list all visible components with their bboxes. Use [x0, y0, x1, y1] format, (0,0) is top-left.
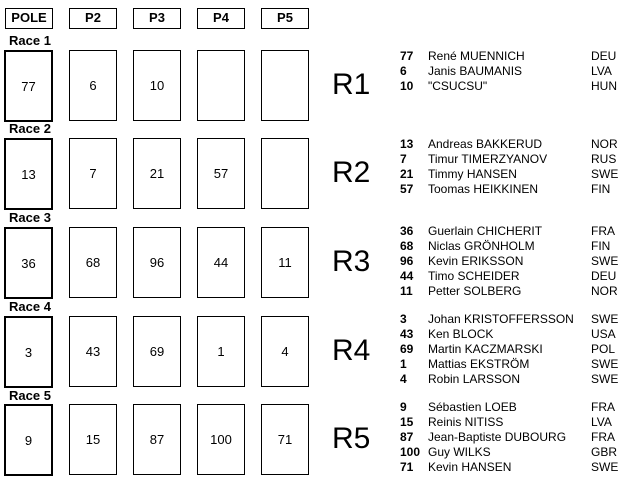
race-2-roster: [400, 137, 620, 197]
race-1-roster: [400, 49, 620, 94]
driver-name: Martin KACZMARSKI: [428, 342, 543, 356]
header-p2: P2: [69, 8, 117, 29]
driver-name: Timo SCHEIDER: [428, 269, 520, 283]
header-p4: P4: [197, 8, 245, 29]
driver-name: Timmy HANSEN: [428, 167, 517, 181]
driver-country: SWE: [591, 312, 619, 326]
driver-country: USA: [591, 327, 616, 341]
roster-entry: [400, 312, 620, 327]
race-3-p5-slot: 11: [261, 227, 309, 298]
roster-entry: [400, 64, 620, 79]
driver-name: Ken BLOCK: [428, 327, 494, 341]
driver-number: 15: [400, 415, 414, 429]
header-p5: P5: [261, 8, 309, 29]
race-4-p2-slot: 43: [69, 316, 117, 387]
driver-name: Reinis NITISS: [428, 415, 504, 429]
driver-number: 9: [400, 400, 407, 414]
roster-entry: [400, 254, 620, 269]
driver-number: 96: [400, 254, 414, 268]
driver-number: 87: [400, 430, 414, 444]
driver-number: 69: [400, 342, 414, 356]
race-2-label: Race 2: [9, 121, 51, 136]
roster-entry: [400, 284, 620, 299]
roster-entry: [400, 342, 620, 357]
race-2-code: R2: [332, 156, 371, 189]
driver-country: RUS: [591, 152, 617, 166]
race-1-p4-slot: [197, 50, 245, 121]
race-2-pole-slot: 13: [4, 138, 53, 210]
driver-number: 10: [400, 79, 414, 93]
header-p3: P3: [133, 8, 181, 29]
race-1-label: Race 1: [9, 33, 51, 48]
driver-country: SWE: [591, 460, 619, 474]
roster-entry: [400, 167, 620, 182]
driver-name: Timur TIMERZYANOV: [428, 152, 548, 166]
roster-entry: [400, 224, 620, 239]
driver-number: 1: [400, 357, 407, 371]
driver-name: Andreas BAKKERUD: [428, 137, 543, 151]
driver-country: SWE: [591, 357, 619, 371]
driver-country: NOR: [591, 284, 618, 298]
roster-entry: [400, 415, 620, 430]
race-2-p3-slot: 21: [133, 138, 181, 209]
driver-name: Guerlain CHICHERIT: [428, 224, 543, 238]
driver-country: GBR: [591, 445, 618, 459]
driver-number: 43: [400, 327, 414, 341]
driver-name: Petter SOLBERG: [428, 284, 522, 298]
race-5-p5-slot: 71: [261, 404, 309, 475]
driver-country: NOR: [591, 137, 618, 151]
roster-entry: [400, 430, 620, 445]
roster-entry: [400, 239, 620, 254]
driver-number: 44: [400, 269, 414, 283]
driver-name: Jean-Baptiste DUBOURG: [428, 430, 567, 444]
race-4-p5-slot: 4: [261, 316, 309, 387]
driver-number: 77: [400, 49, 414, 63]
race-5-label: Race 5: [9, 388, 51, 403]
driver-number: 100: [400, 445, 421, 459]
roster-entry: [400, 357, 620, 372]
race-5-pole-slot: 9: [4, 404, 53, 476]
roster-entry: [400, 182, 620, 197]
race-1-pole-slot: 77: [4, 50, 53, 122]
driver-name: Sébastien LOEB: [428, 400, 517, 414]
driver-number: 21: [400, 167, 414, 181]
roster-entry: [400, 137, 620, 152]
driver-name: René MUENNICH: [428, 49, 525, 63]
race-4-code: R4: [332, 334, 371, 367]
race-3-roster: [400, 224, 620, 299]
driver-country: SWE: [591, 167, 619, 181]
driver-name: Guy WILKS: [428, 445, 491, 459]
race-5-p4-slot: 100: [197, 404, 245, 475]
race-3-p4-slot: 44: [197, 227, 245, 298]
driver-number: 36: [400, 224, 414, 238]
driver-name: Kevin HANSEN: [428, 460, 512, 474]
roster-entry: [400, 79, 620, 94]
race-3-label: Race 3: [9, 210, 51, 225]
driver-country: FIN: [591, 239, 611, 253]
race-4-p3-slot: 69: [133, 316, 181, 387]
driver-name: Kevin ERIKSSON: [428, 254, 524, 268]
driver-country: LVA: [591, 64, 612, 78]
driver-name: Toomas HEIKKINEN: [428, 182, 539, 196]
driver-country: DEU: [591, 49, 617, 63]
driver-name: Niclas GRÖNHOLM: [428, 239, 535, 253]
roster-entry: [400, 269, 620, 284]
driver-country: FRA: [591, 400, 615, 414]
driver-country: POL: [591, 342, 616, 356]
driver-name: Mattias EKSTRÖM: [428, 357, 530, 371]
race-3-p3-slot: 96: [133, 227, 181, 298]
race-3-p2-slot: 68: [69, 227, 117, 298]
driver-number: 71: [400, 460, 414, 474]
race-5-p2-slot: 15: [69, 404, 117, 475]
roster-entry: [400, 49, 620, 64]
race-3-code: R3: [332, 245, 371, 278]
race-3-pole-slot: 36: [4, 227, 53, 299]
roster-entry: [400, 445, 620, 460]
race-4-roster: [400, 312, 620, 387]
race-1-p5-slot: [261, 50, 309, 121]
driver-number: 6: [400, 64, 407, 78]
driver-name: Johan KRISTOFFERSSON: [428, 312, 574, 326]
driver-country: FIN: [591, 182, 611, 196]
race-5-code: R5: [332, 422, 371, 455]
driver-number: 4: [400, 372, 407, 386]
driver-name: Janis BAUMANIS: [428, 64, 523, 78]
race-1-code: R1: [332, 68, 371, 101]
header-pole: POLE: [5, 8, 53, 29]
driver-number: 68: [400, 239, 414, 253]
roster-entry: [400, 460, 620, 475]
roster-entry: [400, 400, 620, 415]
roster-entry: [400, 372, 620, 387]
roster-entry: [400, 152, 620, 167]
driver-country: LVA: [591, 415, 612, 429]
driver-country: DEU: [591, 269, 617, 283]
driver-number: 11: [400, 284, 413, 298]
driver-number: 3: [400, 312, 407, 326]
driver-name: Robin LARSSON: [428, 372, 521, 386]
driver-country: SWE: [591, 372, 619, 386]
race-5-roster: [400, 400, 620, 475]
driver-number: 57: [400, 182, 414, 196]
race-2-p4-slot: 57: [197, 138, 245, 209]
race-1-p3-slot: 10: [133, 50, 181, 121]
race-2-p5-slot: [261, 138, 309, 209]
race-4-pole-slot: 3: [4, 316, 53, 388]
race-4-p4-slot: 1: [197, 316, 245, 387]
race-2-p2-slot: 7: [69, 138, 117, 209]
driver-name: "CSUCSU": [428, 79, 488, 93]
race-1-p2-slot: 6: [69, 50, 117, 121]
race-5-p3-slot: 87: [133, 404, 181, 475]
driver-number: 7: [400, 152, 407, 166]
driver-country: HUN: [591, 79, 617, 93]
driver-number: 13: [400, 137, 414, 151]
driver-country: FRA: [591, 224, 615, 238]
driver-country: SWE: [591, 254, 619, 268]
race-4-label: Race 4: [9, 299, 51, 314]
roster-entry: [400, 327, 620, 342]
driver-country: FRA: [591, 430, 615, 444]
